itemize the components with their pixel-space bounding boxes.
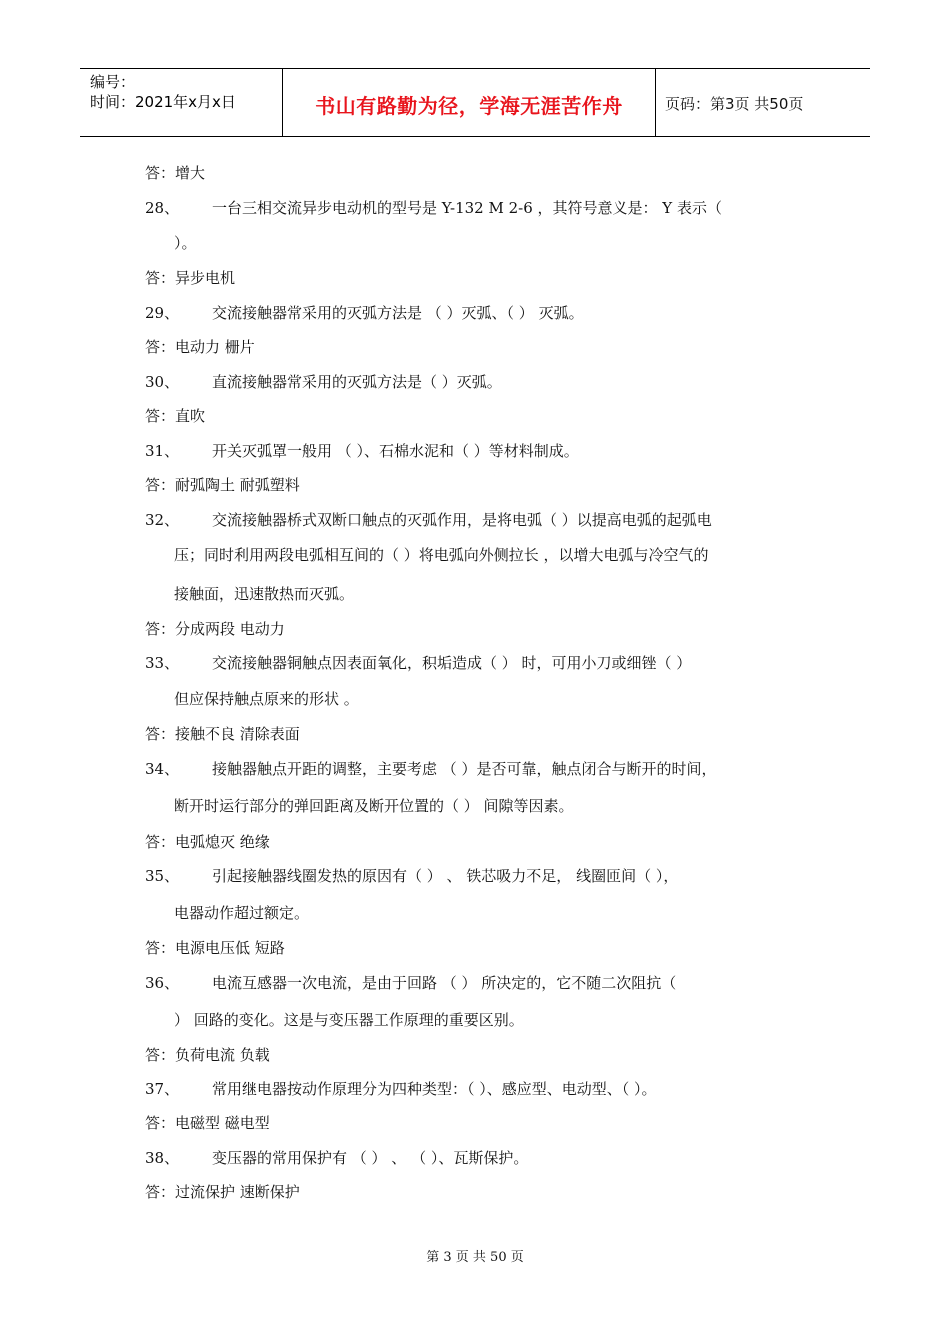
question-continuation: ）。 <box>174 234 197 252</box>
time-label: 时间：2021年x月x日 <box>90 93 236 111</box>
answer-line: 答：电源电压低 短路 <box>145 939 285 957</box>
question-number: 36、 <box>145 974 180 992</box>
number-label: 编号： <box>90 73 136 91</box>
question-text: 引起接触器线圈发热的原因有（ ） 、 铁芯吸力不足， 线圈匝间（ ）， <box>212 867 679 885</box>
question-text: 交流接触器常采用的灭弧方法是 （ ）灭弧、（ ） 灭弧。 <box>212 304 584 322</box>
question-continuation: 但应保持触点原来的形状 。 <box>174 690 359 708</box>
question-number: 35、 <box>145 867 180 885</box>
question-number: 34、 <box>145 760 180 778</box>
answer-line: 答：负荷电流 负载 <box>145 1046 270 1064</box>
question-text: 变压器的常用保护有 （ ） 、 （ ）、瓦斯保护。 <box>212 1149 529 1167</box>
question-continuation: ） 回路的变化。这是与变压器工作原理的重要区别。 <box>174 1011 524 1029</box>
answer-line: 答：异步电机 <box>145 269 236 287</box>
answer-line: 答：接触不良 清除表面 <box>145 725 300 743</box>
question-number: 30、 <box>145 373 180 391</box>
question-number: 33、 <box>145 654 180 672</box>
question-text: 直流接触器常采用的灭弧方法是（ ）灭弧。 <box>212 373 502 391</box>
question-continuation: 电器动作超过额定。 <box>174 904 310 922</box>
header-page-cell <box>656 69 870 136</box>
question-number: 37、 <box>145 1080 180 1098</box>
question-continuation: 压；同时利用两段电弧相互间的（ ）将电弧向外侧拉长 ，以增大电弧与冷空气的 <box>174 546 709 564</box>
question-number: 28、 <box>145 199 180 217</box>
page-code: 页码：第3页 共50页 <box>665 95 804 113</box>
answer-line: 答：电磁型 磁电型 <box>145 1114 270 1132</box>
motto-text: 书山有路勤为径，学海无涯苦作舟 <box>315 94 623 118</box>
answer-line: 答：电动力 栅片 <box>145 338 255 356</box>
question-text: 接触器触点开距的调整，主要考虑 （ ）是否可靠，触点闭合与断开的时间， <box>212 760 717 778</box>
answer-line: 答：增大 <box>145 164 206 182</box>
answer-line: 答：过流保护 速断保护 <box>145 1183 300 1201</box>
question-number: 32、 <box>145 511 180 529</box>
page-footer: 第 3 页 共 50 页 <box>426 1250 524 1265</box>
question-number: 38、 <box>145 1149 180 1167</box>
question-text: 一台三相交流异步电动机的型号是 Y-132 M 2-6 ，其符号意义是： Y 表示（ <box>212 199 722 217</box>
answer-line: 答：分成两段 电动力 <box>145 620 285 638</box>
question-number: 31、 <box>145 442 180 460</box>
header-motto-cell <box>283 69 656 136</box>
question-text: 电流互感器一次电流，是由于回路 （ ） 所决定的，它不随二次阻抗（ <box>212 974 677 992</box>
question-continuation: 接触面，迅速散热而灭弧。 <box>174 585 355 603</box>
answer-line: 答：电弧熄灭 绝缘 <box>145 833 270 851</box>
question-text: 交流接触器桥式双断口触点的灭弧作用，是将电弧（ ）以提高电弧的起弧电 <box>212 511 712 529</box>
question-continuation: 断开时运行部分的弹回距离及断开位置的（ ） 间隙等因素。 <box>174 797 574 815</box>
question-text: 常用继电器按动作原理分为四种类型：（ ）、感应型、电动型、（ ）。 <box>212 1080 657 1098</box>
header-meta-cell <box>80 69 283 136</box>
answer-line: 答：耐弧陶土 耐弧塑料 <box>145 476 300 494</box>
question-number: 29、 <box>145 304 180 322</box>
question-text: 交流接触器铜触点因表面氧化，积垢造成（ ） 时，可用小刀或细锉（ ） <box>212 654 692 672</box>
answer-line: 答：直吹 <box>145 407 206 425</box>
question-text: 开关灭弧罩一般用 （ ）、石棉水泥和（ ）等材料制成。 <box>212 442 579 460</box>
page-header <box>80 68 870 137</box>
